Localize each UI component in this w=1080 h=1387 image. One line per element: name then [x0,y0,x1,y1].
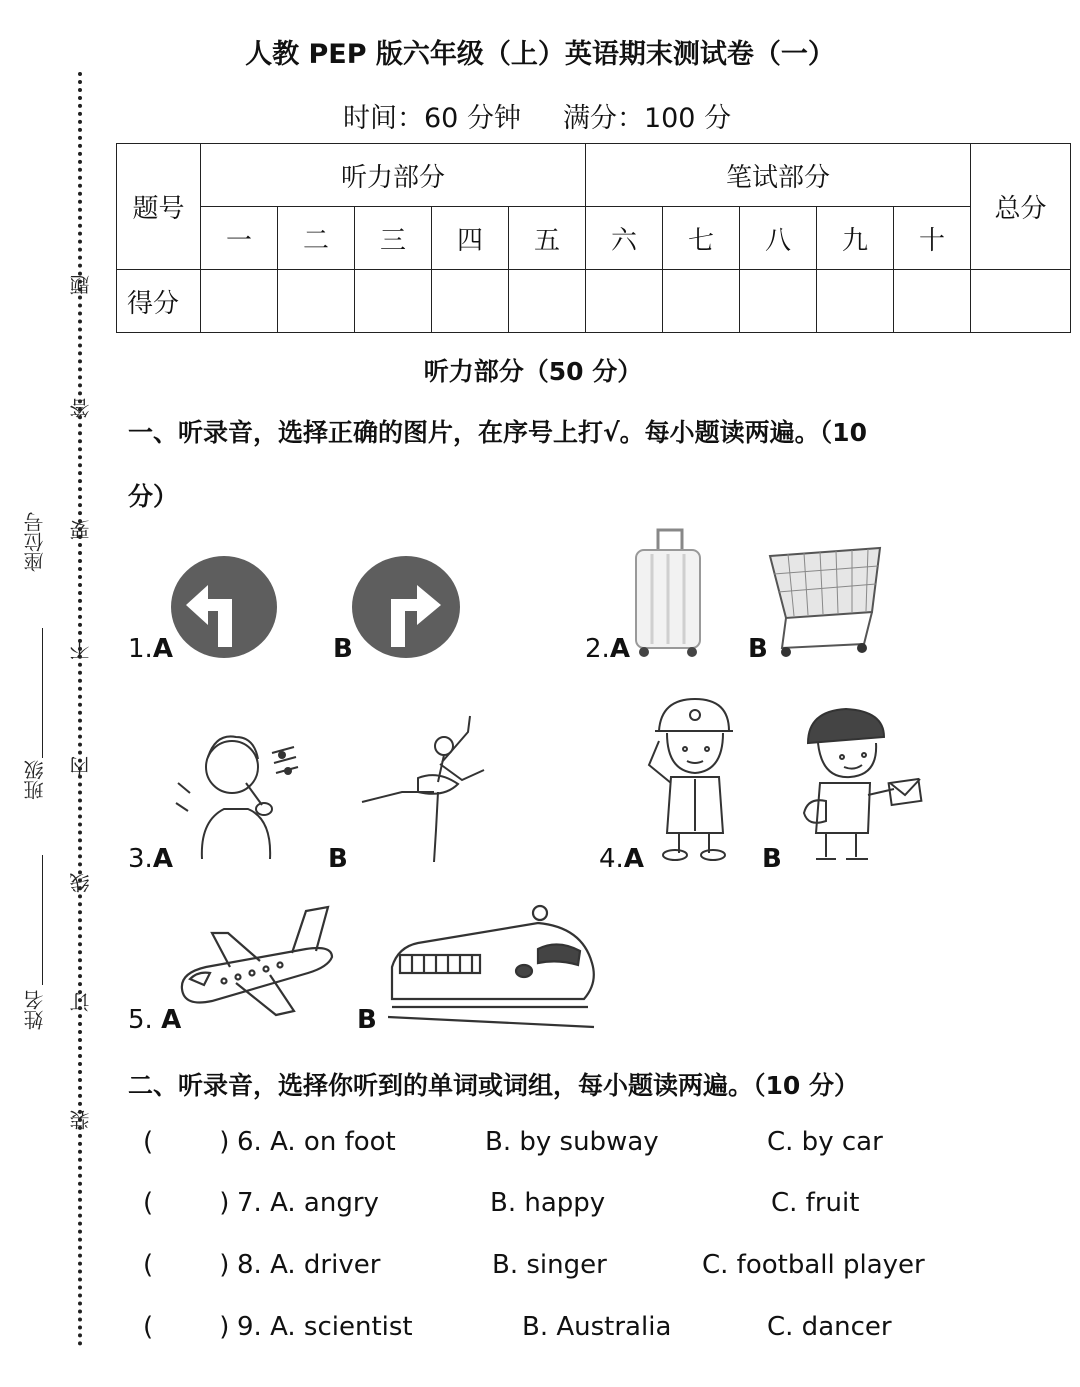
item-2-label-a: 2.A [585,634,630,664]
question-9-option-c: C. dancer [767,1312,892,1342]
question-6-option-c: C. by car [767,1127,883,1157]
turn-left-sign-icon[interactable] [170,555,278,660]
binding-warning-char: 装 [69,1110,93,1130]
written-header-cell: 笔试部分 [586,144,971,207]
row-header-cell: 题号 [117,144,201,270]
answer-paren[interactable]: ( ) [143,1312,230,1342]
question-7-option-b: B. happy [490,1188,606,1218]
question-number-cell: 四 [432,207,509,270]
suitcase-icon[interactable] [632,526,704,658]
listening-part-title: 听力部分（50 分） [423,357,643,386]
score-cell[interactable] [509,270,586,333]
score-cell[interactable] [817,270,894,333]
score-cell[interactable] [740,270,817,333]
ballet-dancer-icon[interactable] [358,712,490,866]
singer-icon[interactable] [172,723,302,861]
listening-header-cell: 听力部分 [201,144,586,207]
question-number-cell: 六 [586,207,663,270]
item-4-label-a: 4.A [599,844,644,874]
answer-paren[interactable]: ( ) [143,1188,230,1218]
question-number-cell: 十 [894,207,971,270]
score-cell[interactable] [278,270,355,333]
police-officer-icon[interactable] [645,693,741,861]
question-8-option-b: B. singer [492,1250,607,1280]
question-6-option-a: 6. A. on foot [237,1127,396,1157]
question-number-cell: 五 [509,207,586,270]
score-table [116,143,1071,333]
score-cell[interactable] [201,270,278,333]
airplane-icon[interactable] [176,905,336,1025]
binding-warning-char: 题 [69,275,93,295]
binding-warning-char: 要 [69,520,93,540]
score-cell[interactable] [894,270,971,333]
postman-icon[interactable] [798,703,926,863]
score-cell[interactable] [663,270,740,333]
question-6-option-b: B. by subway [485,1127,659,1157]
binding-warning-char: 答 [69,398,93,418]
shopping-cart-icon[interactable] [768,534,883,660]
question-7-option-a: 7. A. angry [237,1188,379,1218]
total-score-cell[interactable] [971,270,1071,333]
train-icon[interactable] [388,903,600,1031]
item-3-label-b: B [328,844,348,874]
item-5-label-a: 5. A [128,1005,182,1035]
name-label: 姓名 [23,990,47,1030]
question-8-option-c: C. football player [702,1250,925,1280]
item-5-label-b: B [357,1005,377,1035]
seat-number-label: 座位号 [23,512,47,572]
exam-time: 时间：60 分钟 [343,103,521,134]
score-row-header: 得分 [117,270,201,333]
question-9-option-a: 9. A. scientist [237,1312,413,1342]
exam-title: 人教 PEP 版六年级（上）英语期末测试卷（一） [245,39,835,70]
item-3-label-a: 3.A [128,844,173,874]
question-number-cell: 二 [278,207,355,270]
item-1-label-a: 1.A [128,634,173,664]
question-7-option-c: C. fruit [771,1188,860,1218]
question-number-cell: 九 [817,207,894,270]
question-number-cell: 一 [201,207,278,270]
exam-info [343,96,773,135]
binding-warning-char: 内 [69,756,93,776]
section1-instruction: 一、听录音，选择正确的图片，在序号上打√。每小题读两遍。（10 [128,418,867,447]
turn-right-sign-icon[interactable] [351,555,461,660]
name-blank-line[interactable] [42,855,43,985]
item-4-label-b: B [762,844,782,874]
question-number-cell: 三 [355,207,432,270]
question-9-option-b: B. Australia [522,1312,672,1342]
item-1-label-b: B [333,634,353,664]
binding-dotted-line [78,72,82,1347]
binding-warning-char: 线 [69,873,93,893]
question-number-cell: 八 [740,207,817,270]
total-header-cell: 总分 [971,144,1071,270]
binding-warning-char: 订 [69,992,93,1012]
class-blank-line[interactable] [42,628,43,758]
score-cell[interactable] [586,270,663,333]
answer-paren[interactable]: ( ) [143,1127,230,1157]
class-label: 班级 [23,760,47,800]
answer-paren[interactable]: ( ) [143,1250,230,1280]
score-cell[interactable] [432,270,509,333]
score-cell[interactable] [355,270,432,333]
section1-instruction-cont: 分） [128,482,179,511]
question-8-option-a: 8. A. driver [237,1250,381,1280]
exam-full-score: 满分：100 分 [562,103,732,134]
binding-warning-char: 不 [69,640,93,660]
item-2-label-b: B [748,634,768,664]
question-number-cell: 七 [663,207,740,270]
section2-instruction: 二、听录音，选择你听到的单词或词组，每小题读两遍。（10 分） [128,1071,859,1100]
